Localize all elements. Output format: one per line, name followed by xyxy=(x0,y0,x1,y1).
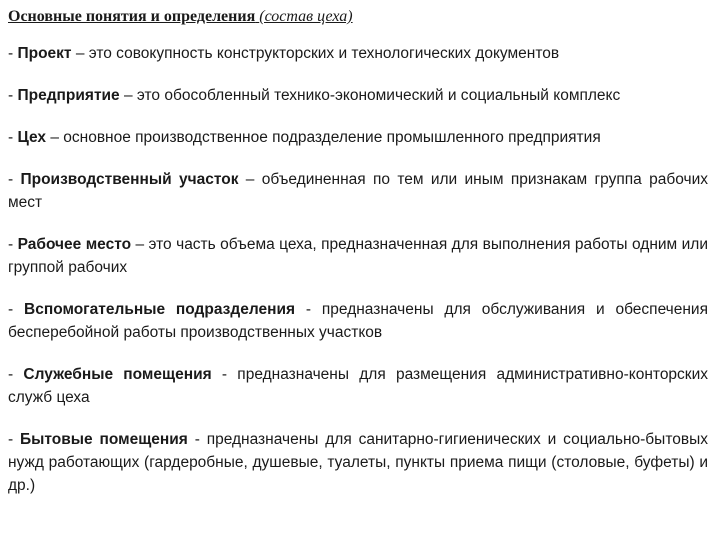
bullet-dash: - xyxy=(8,129,18,146)
definition-workshop xyxy=(8,126,708,149)
term-workshop: Цех xyxy=(17,129,47,146)
title-subtitle: (состав цеха) xyxy=(259,8,353,25)
definition-enterprise xyxy=(8,84,708,107)
definition-text: – это обособленный технико-экономический и социальный комплекс xyxy=(119,87,621,104)
term-production-section: Производственный участок xyxy=(20,171,239,188)
definition-text: - предназначены для размещения административно-конторских служб цеха xyxy=(8,366,708,406)
bullet-dash: - xyxy=(8,171,21,188)
definition-text: – это часть объема цеха, предназначенная для выполнения работы одним или группой рабочих xyxy=(8,236,708,276)
definition-text: – основное производственное подразделение промышленного предприятия xyxy=(46,129,601,146)
term-project: Проект xyxy=(17,45,72,62)
page-title xyxy=(8,8,353,26)
title-main: Основные понятия и определения xyxy=(8,8,256,25)
definition-office-premises xyxy=(8,363,708,409)
bullet-dash: - xyxy=(8,87,18,104)
definition-auxiliary-units xyxy=(8,298,708,344)
term-enterprise: Предприятие xyxy=(17,87,120,104)
bullet-dash: - xyxy=(8,301,25,318)
term-office-premises: Служебные помещения xyxy=(23,366,212,383)
definition-amenity-premises xyxy=(8,428,708,497)
definition-text: - предназначены для санитарно-гигиенических и социально-бытовых нужд работающих (гардеробные, душевые, туалеты, пункты приема пищи (столовые, буфеты) и др.) xyxy=(8,431,708,494)
bullet-dash: - xyxy=(8,431,21,448)
bullet-dash: - xyxy=(8,236,18,253)
term-workplace: Рабочее место xyxy=(17,236,132,253)
definitions-list xyxy=(8,42,708,516)
term-auxiliary-units: Вспомогательные подразделения xyxy=(24,301,296,318)
bullet-dash: - xyxy=(8,45,18,62)
definition-production-section xyxy=(8,168,708,214)
definition-workplace xyxy=(8,233,708,279)
definition-project xyxy=(8,42,708,65)
definition-text: – объединенная по тем или иным признакам группа рабочих мест xyxy=(8,171,708,211)
definition-text: – это совокупность конструкторских и технологических документов xyxy=(71,45,560,62)
definition-text: - предназначены для обслуживания и обеспечения бесперебойной работы производственных участков xyxy=(8,301,708,341)
term-amenity-premises: Бытовые помещения xyxy=(20,431,188,448)
bullet-dash: - xyxy=(8,366,24,383)
